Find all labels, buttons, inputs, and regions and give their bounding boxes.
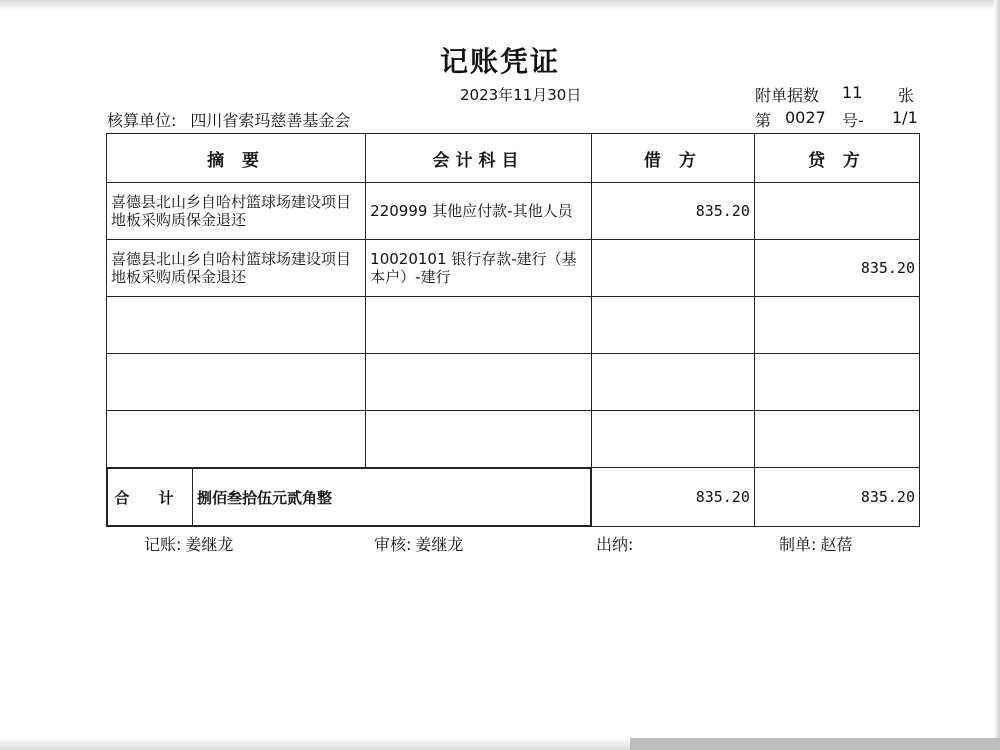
scan-edge-top xyxy=(0,0,1000,10)
row-debit xyxy=(591,297,754,354)
attachments-number: 11 xyxy=(842,83,863,102)
table-row xyxy=(107,297,920,354)
total-debit: 835.20 xyxy=(591,468,754,527)
table-row xyxy=(107,354,920,411)
row-summary xyxy=(107,411,366,468)
row-account xyxy=(366,354,592,411)
total-text-cell xyxy=(107,468,592,527)
voucher-number-suffix: 号- xyxy=(842,111,864,130)
cashier-label: 出纳: xyxy=(596,535,634,554)
scan-edge-right xyxy=(994,0,1000,750)
accounting-unit xyxy=(107,108,350,131)
header-account: 会计科目 xyxy=(366,134,592,183)
row-account: 10020101 银行存款-建行（基本户）-建行 xyxy=(366,240,592,297)
table-row xyxy=(107,411,920,468)
scan-tear xyxy=(630,738,1000,750)
voucher-title: 记账凭证 xyxy=(439,45,560,78)
row-debit xyxy=(591,240,754,297)
voucher-date: 2023年11月30日 xyxy=(460,86,582,104)
row-credit xyxy=(754,411,919,468)
row-summary: 喜德县北山乡自哈村篮球场建设项目地板采购质保金退还 xyxy=(107,183,366,240)
total-amount-words: 捌佰叁拾伍元贰角整 xyxy=(193,469,591,526)
preparer-name: 赵蓓 xyxy=(820,535,853,554)
reviewer-label: 审核: xyxy=(374,535,412,554)
row-account xyxy=(366,297,592,354)
row-credit: 835.20 xyxy=(754,240,919,297)
signature-reviewer xyxy=(374,532,463,555)
row-debit xyxy=(591,354,754,411)
total-label: 合 计 xyxy=(108,469,193,526)
attachments-label: 附单据数 xyxy=(755,86,820,105)
bookkeeper-label: 记账: xyxy=(144,535,182,554)
header-debit: 借 方 xyxy=(591,134,754,183)
voucher-table xyxy=(106,133,920,527)
header-credit: 贷 方 xyxy=(754,134,919,183)
row-debit xyxy=(591,411,754,468)
reviewer-name: 姜继龙 xyxy=(415,535,464,554)
row-account: 220999 其他应付款-其他人员 xyxy=(366,183,592,240)
signature-bookkeeper xyxy=(144,532,233,555)
bookkeeper-name: 姜继龙 xyxy=(185,535,234,554)
row-summary: 喜德县北山乡自哈村篮球场建设项目地板采购质保金退还 xyxy=(107,240,366,297)
row-summary xyxy=(107,297,366,354)
table-header-row xyxy=(107,134,920,183)
total-row xyxy=(107,468,920,527)
row-credit xyxy=(754,297,919,354)
header-summary: 摘 要 xyxy=(107,134,366,183)
signature-preparer xyxy=(779,532,852,555)
attachments-unit: 张 xyxy=(898,86,915,105)
row-debit: 835.20 xyxy=(591,183,754,240)
row-credit xyxy=(754,183,919,240)
attachments-count xyxy=(755,83,925,106)
accounting-unit-value: 四川省索玛慈善基金会 xyxy=(190,111,351,130)
table-row xyxy=(107,183,920,240)
voucher-number-value: 0027 xyxy=(785,108,826,127)
row-summary xyxy=(107,354,366,411)
signature-cashier xyxy=(596,532,637,555)
row-account xyxy=(366,411,592,468)
voucher-number-prefix: 第 xyxy=(755,111,772,130)
accounting-unit-label: 核算单位: xyxy=(107,111,177,130)
table-row xyxy=(107,240,920,297)
total-credit: 835.20 xyxy=(754,468,919,527)
total-inner-layout xyxy=(107,468,591,526)
voucher-page: 1/1 xyxy=(892,108,918,127)
preparer-label: 制单: xyxy=(779,535,817,554)
row-credit xyxy=(754,354,919,411)
voucher-number xyxy=(755,108,925,131)
